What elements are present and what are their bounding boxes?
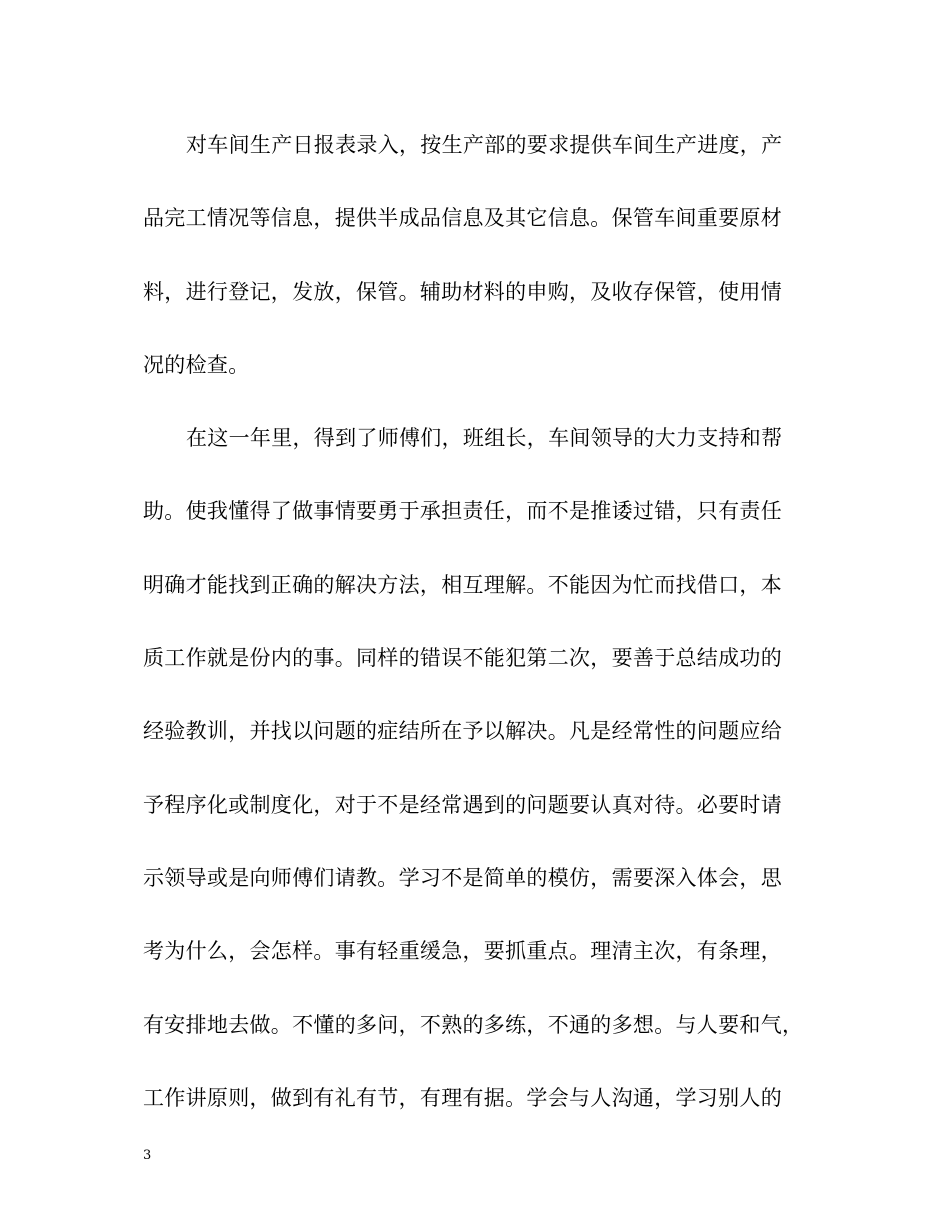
page-number: 3 (143, 1148, 152, 1163)
text-line: 况的检查。 (143, 352, 250, 377)
text-line: 料，进行登记，发放，保管。辅助材料的申购，及收存保管，使用情 (143, 279, 782, 304)
text-line: 示领导或是向师傅们请教。学习不是简单的模仿，需要深入体会，思 (143, 865, 782, 890)
text-line: 在这一年里，得到了师傅们，班组长，车间领导的大力支持和帮 (186, 426, 783, 451)
text-line: 考为什么，会怎样。事有轻重缓急，要抓重点。理清主次，有条理， (143, 939, 782, 964)
text-line: 予程序化或制度化，对于不是经常遇到的问题要认真对待。必要时请 (143, 792, 782, 817)
text-line: 有安排地去做。不懂的多问，不熟的多练，不通的多想。与人要和气， (143, 1012, 804, 1037)
text-line: 工作讲原则，做到有礼有节，有理有据。学会与人沟通，学习别人的 (143, 1085, 782, 1110)
text-line: 质工作就是份内的事。同样的错误不能犯第二次，要善于总结成功的 (143, 646, 782, 671)
text-line: 明确才能找到正确的解决方法，相互理解。不能因为忙而找借口，本 (143, 572, 782, 597)
text-line: 助。使我懂得了做事情要勇于承担责任，而不是推诿过错，只有责任 (143, 499, 782, 524)
text-line: 品完工情况等信息，提供半成品信息及其它信息。保管车间重要原材 (143, 206, 782, 231)
text-line: 对车间生产日报表录入，按生产部的要求提供车间生产进度，产 (186, 133, 783, 157)
body-text (143, 120, 813, 1146)
text-line: 经验教训，并找以问题的症结所在予以解决。凡是经常性的问题应给 (143, 719, 782, 744)
